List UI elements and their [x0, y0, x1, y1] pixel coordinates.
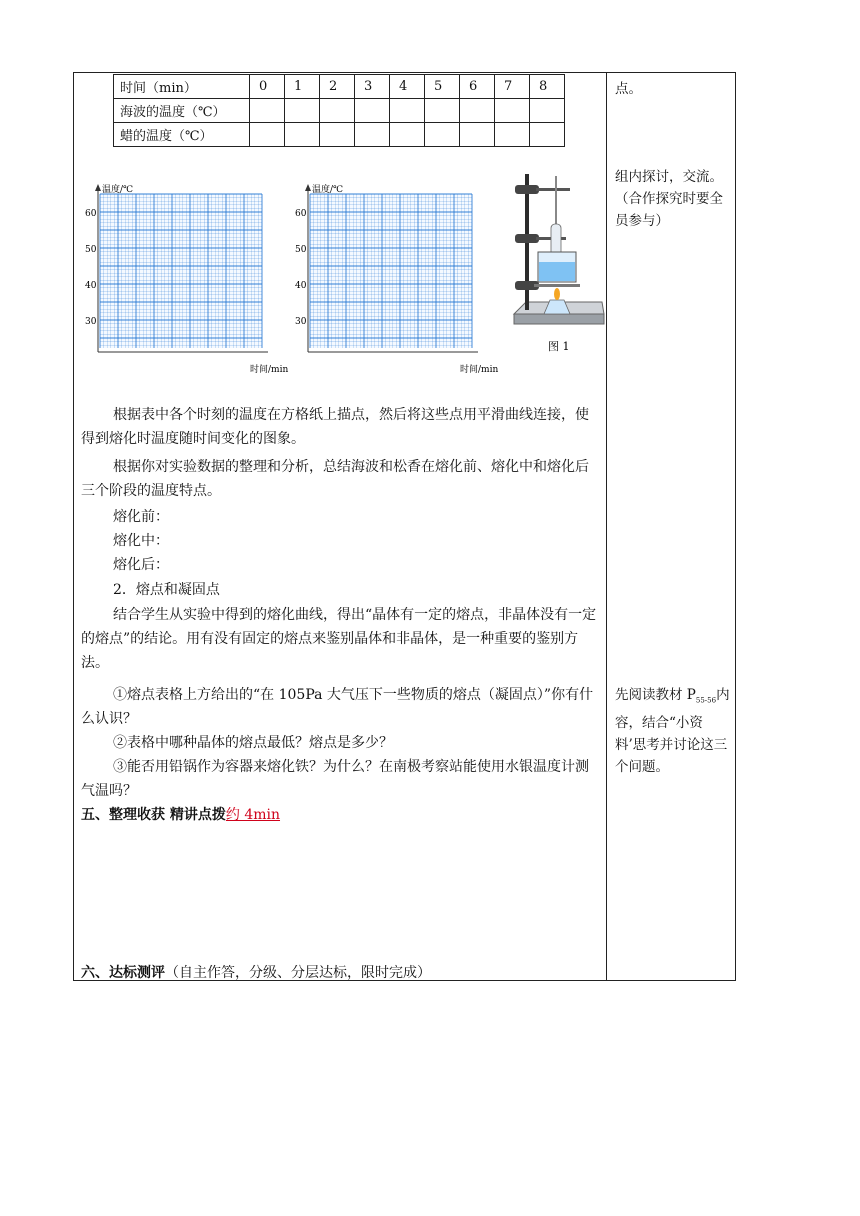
y-axis-label: 温度/℃ — [312, 185, 344, 195]
heading-5 — [81, 804, 280, 824]
time-cell: 1 — [285, 75, 320, 99]
stage-during: 熔化中： — [113, 533, 169, 549]
y-axis-label: 温度/℃ — [102, 185, 134, 195]
tick-label: 60 — [85, 209, 97, 219]
time-cell: 3 — [355, 75, 390, 99]
empty-cell[interactable] — [390, 123, 425, 147]
side-note-3-post: 内容，结合“小资料’思考并讨论这三个问题。 — [615, 687, 730, 775]
tick-label: 60 — [295, 209, 307, 219]
empty-cell[interactable] — [425, 123, 460, 147]
table-row — [114, 75, 565, 99]
x-axis-label: 时间/min — [250, 365, 289, 375]
graph-paper-right — [292, 180, 502, 376]
time-cell: 5 — [425, 75, 460, 99]
time-header: 时间（min） — [114, 75, 250, 99]
time-cell: 4 — [390, 75, 425, 99]
grid-background — [310, 194, 472, 348]
side-note-3 — [615, 684, 733, 778]
empty-cell[interactable] — [530, 123, 565, 147]
time-cell: 8 — [530, 75, 565, 99]
table-row — [114, 123, 565, 147]
time-cell: 0 — [250, 75, 285, 99]
empty-cell[interactable] — [285, 99, 320, 123]
heading-6 — [81, 962, 431, 982]
empty-cell[interactable] — [460, 99, 495, 123]
tick-label: 40 — [85, 281, 97, 291]
hypo-temp-label: 海波的温度（℃） — [114, 99, 250, 123]
grid-background — [100, 194, 262, 348]
tick-label: 30 — [295, 317, 307, 327]
page-range: 55-56 — [695, 696, 717, 705]
empty-cell[interactable] — [355, 99, 390, 123]
wax-temp-label: 蜡的温度（℃） — [114, 123, 250, 147]
heading-6-note: （自主作答，分级、分层达标，限时完成） — [165, 965, 431, 981]
empty-cell[interactable] — [320, 99, 355, 123]
table-row — [114, 99, 565, 123]
empty-cell[interactable] — [285, 123, 320, 147]
tick-label: 50 — [85, 245, 97, 255]
empty-cell[interactable] — [320, 123, 355, 147]
time-cell: 7 — [495, 75, 530, 99]
time-cell: 6 — [460, 75, 495, 99]
stage-after: 熔化后： — [113, 557, 169, 573]
time-cell: 2 — [320, 75, 355, 99]
data-table — [113, 74, 565, 147]
empty-cell[interactable] — [460, 123, 495, 147]
empty-cell[interactable] — [250, 123, 285, 147]
side-note-1: 点。 — [615, 81, 642, 97]
figure-caption: 图 1 — [548, 340, 570, 353]
heading-5-title: 五、整理收获 精讲点拨 — [81, 807, 226, 823]
tick-label: 40 — [295, 281, 307, 291]
question-3: ③能否用铅锅作为容器来熔化铁？为什么？在南极考察站能使用水银温度计测气温吗？ — [81, 759, 589, 799]
empty-cell[interactable] — [425, 99, 460, 123]
question-1: ①熔点表格上方给出的“在 105Pa 大气压下一些物质的熔点（凝固点）”你有什么认识？ — [81, 687, 594, 727]
heading-6-title: 六、达标测评 — [81, 965, 165, 981]
empty-cell[interactable] — [355, 123, 390, 147]
paragraph: 结合学生从实验中得到的熔化曲线，得出“晶体有一定的熔点，非晶体没有一定的熔点”的结论。用有没有固定的熔点来鉴别晶体和非晶体，是一种重要的鉴别方法。 — [81, 607, 597, 671]
side-note-2: 组内探讨，交流。（合作探究时要全员参与） — [615, 169, 723, 229]
tick-label: 30 — [85, 317, 97, 327]
empty-cell[interactable] — [495, 123, 530, 147]
empty-cell[interactable] — [495, 99, 530, 123]
question-2: ②表格中哪种晶体的熔点最低？熔点是多少？ — [113, 735, 393, 751]
x-axis-label: 时间/min — [460, 365, 499, 375]
paragraph: 根据表中各个时刻的温度在方格纸上描点，然后将这些点用平滑曲线连接，使得到熔化时温度随时间变化的图象。 — [81, 407, 589, 447]
graph-paper-left — [82, 180, 292, 376]
section-heading: 2．熔点和凝固点 — [113, 582, 220, 598]
heating-apparatus-figure — [508, 168, 608, 358]
empty-cell[interactable] — [250, 99, 285, 123]
side-note-3-pre: 先阅读教材 P — [615, 687, 696, 703]
empty-cell[interactable] — [390, 99, 425, 123]
time-allotment: 约 4min — [225, 807, 281, 823]
stage-before: 熔化前： — [113, 509, 169, 525]
tick-label: 50 — [295, 245, 307, 255]
paragraph: 根据你对实验数据的整理和分析，总结海波和松香在熔化前、熔化中和熔化后三个阶段的温度特点。 — [81, 459, 589, 499]
empty-cell[interactable] — [530, 99, 565, 123]
